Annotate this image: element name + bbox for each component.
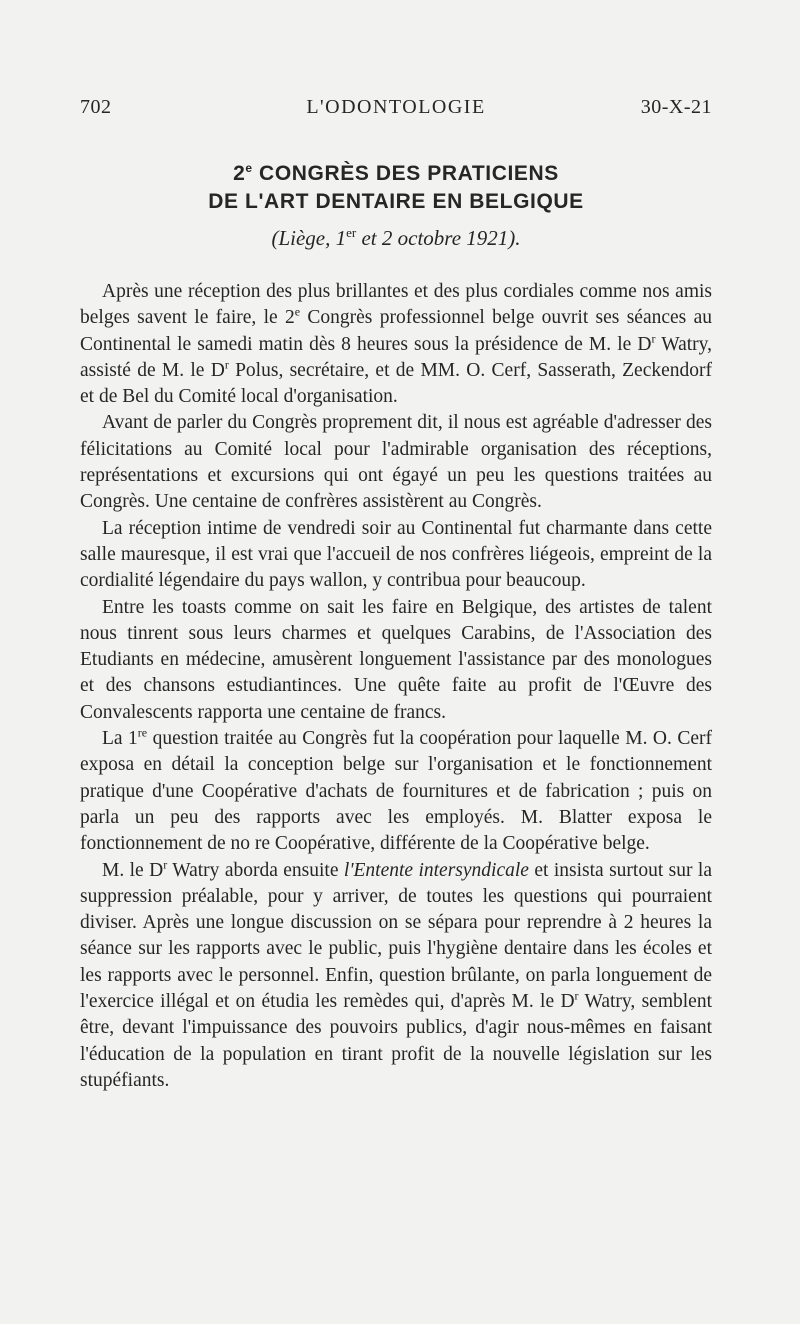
- paragraph-5: La 1re question traitée au Congrès fut la coopération pour laquelle M. O. Cerf exposa en détail la conception belge sur l'organisation et le fonctionnement pratique d'une Coopérative d'achats de fournitures et de fabrication ; puis on parla un peu des rapports avec les employés. M. Blatter exposa le fonctionnement de no re Coopérative, différente de la Coopérative belge.: [80, 725, 712, 855]
- running-header: [80, 96, 712, 126]
- paragraph-2: Avant de parler du Congrès proprement dit, il nous est agréable d'adresser des félicitations au Comité local pour l'admirable organisation des réceptions, représentations et excursions qui ont égayé un peu les questions traitées au Congrès. Une centaine de confrères assistèrent au Congrès.: [80, 412, 712, 513]
- paragraph-1: Après une réception des plus brillantes et des plus cordiales comme nos amis belges savent le faire, le 2e Congrès professionnel belge ouvrit ses séances au Continental le samedi matin dès 8 heures sous la présidence de M. le $D^r$ Watry, assisté de M. le $D^r$ Polus, secrétaire, et de MM. O. Cerf, Sasserath, Zeckendorf et de Bel du Comité local d'organisation.: [80, 281, 713, 408]
- italic-term: l'Entente intersyndicale: [343, 859, 529, 881]
- article-title: [80, 160, 712, 216]
- issue-date: 30-X-21: [640, 96, 712, 118]
- journal-title: L'ODONTOLOGIE: [306, 96, 486, 118]
- article-body: [80, 279, 712, 1094]
- title-line-1: 2e CONGRÈS DES PRATICIENS: [233, 161, 559, 185]
- title-line-2: DE L'ART DENTAIRE EN BELGIQUE: [208, 190, 584, 213]
- paragraph-4: Entre les toasts comme on sait les faire en Belgique, des artistes de talent nous tinrent sous leurs charmes et quelques Carabins, de l'Association des Etudiants en médecine, amusèrent longuement l'assistance par des monologues et des chansons estudiantinces. Une quête faite au profit de l'Œuvre des Convalescents rapporta une centaine de francs.: [80, 596, 712, 723]
- paragraph-6: M. le $D^r$ Watry aborda ensuite l'Entente intersyndicale et insista surtout sur la suppression préalable, pour y arriver, de toutes les questions qui pourraient diviser. Après une longue discussion on se sépara pour reprendre à 2 heures la séance sur les rapports avec le public, puis l'hygiène dentaire dans les écoles et les rapports avec le personnel. Enfin, question brûlante, on parla longuement de l'exercice illégal et on étudia les remèdes qui, d'après M. le $D^r$ Watry, semblent être, devant l'impuissance des pouvoirs publics, d'agir nous-mêmes en faisant l'éducation de la population en tirant profit de la nouvelle législation sur les stupéfiants.: [80, 857, 712, 1091]
- article-subtitle: (Liège, 1er et 2 octobre 1921).: [271, 225, 521, 250]
- page-number: 702: [80, 96, 112, 118]
- paragraph-3: La réception intime de vendredi soir au Continental fut charmante dans cette salle mauresque, il est vrai que l'accueil de nos confrères liégeois, empreint de la cordialité légendaire du pays wallon, y contribua pour beaucoup.: [80, 517, 712, 592]
